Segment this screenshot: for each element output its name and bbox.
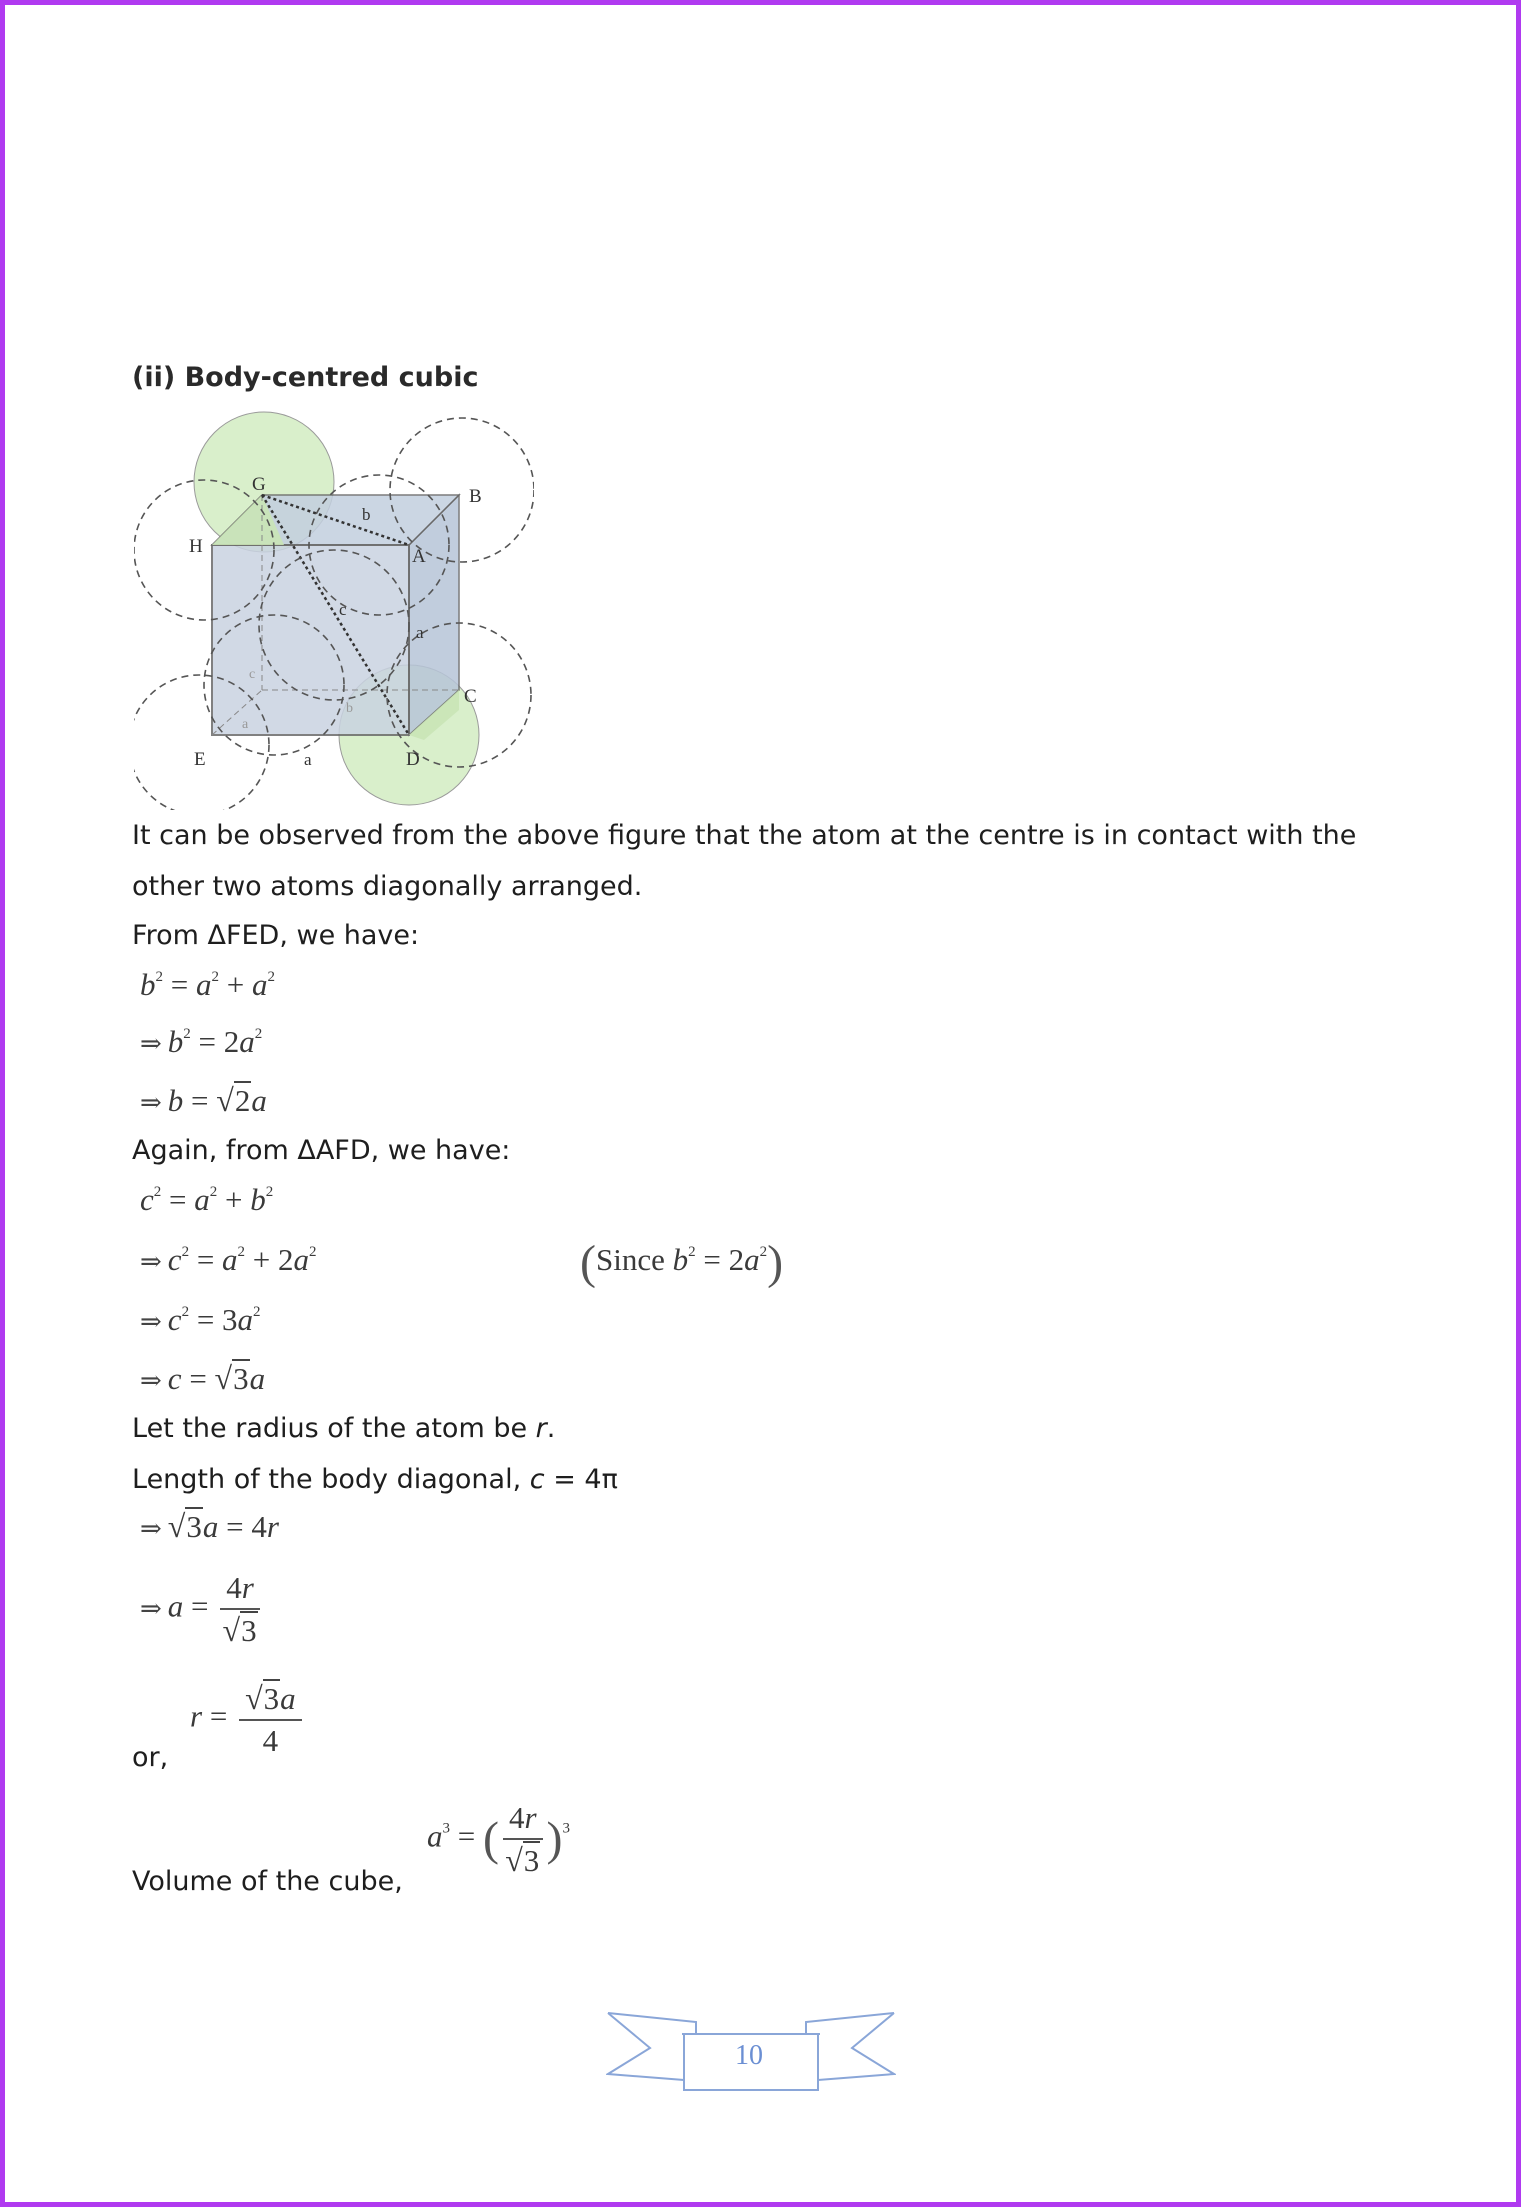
page-number: 10 — [735, 2040, 763, 2071]
svg-text:b: b — [346, 701, 353, 716]
svg-text:c: c — [249, 667, 256, 682]
equation-afd-4: ⇒ c = √3a — [140, 1360, 266, 1396]
or-label: or, — [132, 1742, 169, 1773]
svg-text:c: c — [339, 600, 347, 619]
radius-intro-text: Let the radius of the atom be r. — [132, 1413, 556, 1444]
svg-text:a: a — [242, 717, 249, 732]
volume-label: Volume of the cube, — [132, 1866, 403, 1897]
label-g: G — [252, 474, 266, 495]
label-a: A — [412, 546, 426, 567]
section-heading: (ii) Body-centred cubic — [132, 362, 479, 393]
equation-afd-1: $c^2 = a^2 + b^2$ — [140, 1182, 274, 1217]
equation-fed-2: ⇒ $b^2 = 2a^2$ — [140, 1024, 263, 1059]
label-d: D — [406, 749, 420, 770]
bcc-unit-cell-figure — [134, 410, 534, 810]
equation-r-2: ⇒ a = $\frac{4r}{√3}$ — [140, 1570, 264, 1649]
svg-text:a: a — [416, 623, 424, 642]
body-diagonal-text: Length of the body diagonal, c = 4π — [132, 1464, 618, 1495]
since-note: (Since $b^2 = 2a^2$) — [580, 1235, 784, 1289]
paragraph-line-2: other two atoms diagonally arranged. — [132, 871, 643, 902]
equation-afd-3: ⇒ $c^2 = 3a^2$ — [140, 1302, 261, 1337]
equation-r-alt: r = $\frac{√3a}{4}$ — [190, 1680, 306, 1759]
equation-r-1: ⇒ √3a = 4r — [140, 1508, 279, 1544]
equation-fed-1: $b^2 = a^2 + a^2$ — [140, 967, 275, 1002]
label-b: B — [469, 486, 482, 507]
from-afd-text: Again, from ΔAFD, we have: — [132, 1135, 511, 1166]
paragraph-line-1: It can be observed from the above figure that the atom at the centre is in contact with the — [132, 820, 1357, 851]
equation-volume: $a^3$ = ( $\frac{4r}{√3}$ )$^3$ — [427, 1800, 571, 1878]
svg-text:a: a — [304, 750, 312, 769]
from-fed-text: From ΔFED, we have: — [132, 920, 420, 951]
label-e: E — [194, 749, 206, 770]
equation-afd-2: ⇒ $c^2 = a^2 + 2a^2$ (Since $b^2 = 2a^2$) — [140, 1235, 784, 1289]
label-h: H — [189, 536, 203, 557]
label-c: C — [464, 686, 477, 707]
svg-text:b: b — [362, 505, 371, 524]
equation-fed-3: ⇒ b = √2a — [140, 1082, 267, 1118]
